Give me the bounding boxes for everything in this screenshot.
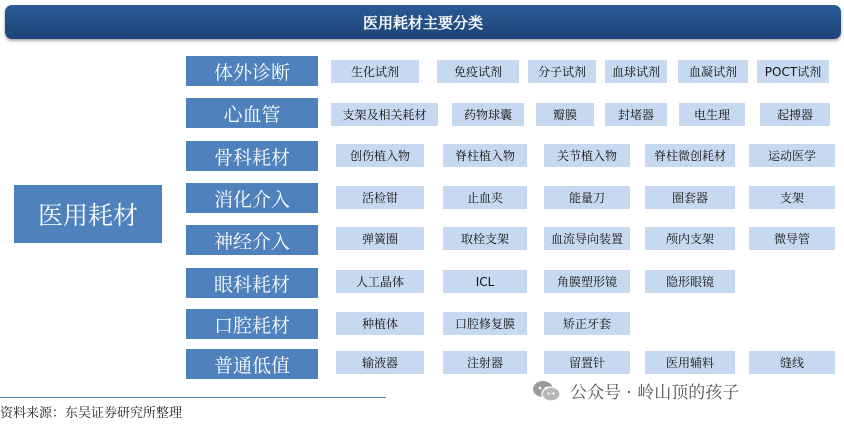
category-box: 骨科耗材 — [186, 141, 318, 171]
item-box: 药物球囊 — [452, 103, 524, 126]
category-box: 神经介入 — [186, 225, 318, 255]
item-box: 医用辅料 — [645, 351, 735, 374]
item-box: 支架及相关耗材 — [331, 103, 438, 126]
category-box: 心血管 — [186, 98, 318, 128]
item-box: 输液器 — [336, 351, 424, 374]
item-box: 活检钳 — [336, 186, 424, 209]
item-box: 注射器 — [443, 351, 527, 374]
item-box: 隐形眼镜 — [645, 270, 735, 293]
item-box: 角膜塑形镜 — [544, 270, 630, 293]
item-box: 血流导向装置 — [544, 227, 630, 250]
category-box: 眼科耗材 — [186, 268, 318, 298]
item-box: 电生理 — [679, 103, 745, 126]
item-box: 留置针 — [544, 351, 630, 374]
category-box: 体外诊断 — [186, 56, 318, 86]
item-box: 血球试剂 — [605, 60, 667, 83]
item-box: 脊柱微创耗材 — [645, 144, 735, 167]
item-box: 分子试剂 — [528, 60, 596, 83]
item-box: 起搏器 — [760, 103, 830, 126]
item-box: 关节植入物 — [544, 144, 630, 167]
item-box: 口腔修复膜 — [443, 312, 527, 335]
item-box: 能量刀 — [544, 186, 630, 209]
item-box: POCT试剂 — [757, 60, 829, 83]
item-box: 血凝试剂 — [678, 60, 748, 83]
item-box: 人工晶体 — [336, 270, 424, 293]
item-box: 取栓支架 — [443, 227, 527, 250]
item-box: 瓣膜 — [536, 103, 594, 126]
footer-divider — [0, 397, 386, 398]
title-bar — [5, 5, 841, 39]
item-box: 圈套器 — [645, 186, 735, 209]
item-box: 种植体 — [336, 312, 424, 335]
item-box: 生化试剂 — [331, 60, 419, 83]
diagram-title: 医用耗材主要分类 — [362, 13, 483, 32]
root-category-box: 医用耗材 — [14, 185, 162, 243]
category-box: 口腔耗材 — [186, 309, 318, 339]
wechat-icon — [532, 379, 562, 403]
category-box: 普通低值 — [186, 349, 318, 379]
item-box: 矫正牙套 — [544, 312, 630, 335]
item-box: 支架 — [749, 186, 835, 209]
item-box: 脊柱植入物 — [443, 144, 527, 167]
item-box: 微导管 — [749, 227, 835, 250]
item-box: 弹簧圈 — [336, 227, 424, 250]
item-box: 颅内支架 — [645, 227, 735, 250]
watermark — [532, 378, 739, 403]
item-box: 缝线 — [749, 351, 835, 374]
item-box: 免疫试剂 — [437, 60, 519, 83]
category-box: 消化介入 — [186, 183, 318, 213]
item-box: 封堵器 — [605, 103, 667, 126]
item-box: 创伤植入物 — [336, 144, 424, 167]
item-box: ICL — [443, 270, 527, 293]
watermark-text: 公众号 · 岭山顶的孩子 — [570, 383, 740, 403]
source-note: 资料来源：东吴证券研究所整理 — [0, 406, 183, 421]
item-box: 止血夹 — [443, 186, 527, 209]
item-box: 运动医学 — [749, 144, 835, 167]
